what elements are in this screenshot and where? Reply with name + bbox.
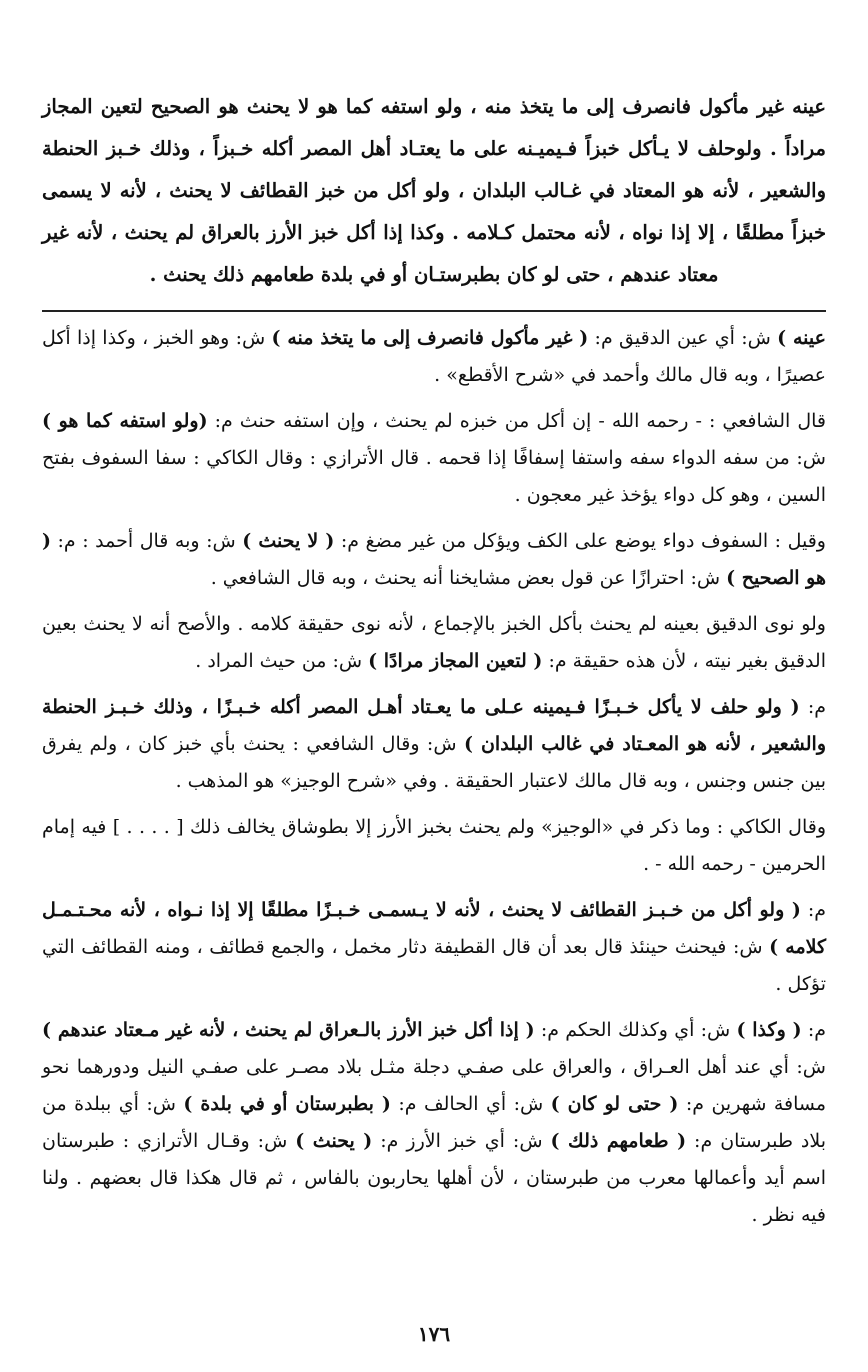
commentary-paragraph xyxy=(42,892,826,1003)
commentary-text: ش: فيحنث حينئذ قال بعد أن قال القطيفة دثار مخمل ، والجمع قطائف ، ومنه القطائف التي تؤكل . xyxy=(42,936,826,995)
bold-term: ( غير مأكول فانصرف إلى ما يتخذ منه ) xyxy=(271,327,589,349)
bold-term: ( بطبرستان أو في بلدة ) xyxy=(183,1093,391,1115)
commentary-text: م: xyxy=(800,899,826,921)
commentary-text: ش: أي خبز الأرز م: xyxy=(372,1130,551,1152)
commentary-text: ش: أي عين الدقيق م: xyxy=(588,327,778,349)
commentary-text: قال الشافعي : - رحمه الله - إن أكل من خبزه لم يحنث ، وإن استفه حنث م: xyxy=(207,410,826,432)
separator-rule xyxy=(42,310,826,312)
bold-term: ( ولو حلف لا يأكل خـبـزًا فـيمينه عـلى ما يعـتاد أهـل المصر أكله خـبـزًا ، وذلك خـبـز الحنطة والشعير ، لأنه هو المعـتاد في غالب البلدان ) xyxy=(42,696,826,755)
bold-term: ( وكذا ) xyxy=(736,1019,802,1041)
commentary-text: ش: وبه قال أحمد : م: xyxy=(51,530,243,552)
bold-term: عينه ) xyxy=(777,327,826,349)
commentary-text: ش: وهو الخبز ، وكذا إذا أكل عصيرًا ، وبه قال مالك وأحمد في «شرح الأقطع» . xyxy=(42,327,826,386)
bold-term: ( إذا أكل خبز الأرز بالـعراق لم يحنث ، لأنه غير مـعتاد عندهم ) xyxy=(42,1019,535,1041)
commentary-text: ولو نوى الدقيق بعينه لم يحنث بأكل الخبز بالإجماع ، لأنه نوى حقيقة كلامه . والأصح أنه لا يحنث بعين الدقيق بغير نيته ، لأن هذه حقيقة م: xyxy=(42,613,826,672)
commentary-text: ش: من سفه الدواء سفه واستفا إسفافًا إذا قحمه . قال الأترازي : وقال الكاكي : سفا السفوف بفتح السين ، وهو كل دواء يؤخذ غير معجون . xyxy=(42,447,826,506)
commentary-text: م: xyxy=(801,1019,826,1041)
bold-term: ( يحنث ) xyxy=(295,1130,373,1152)
commentary-paragraph xyxy=(42,689,826,800)
commentary-paragraph xyxy=(42,320,826,394)
bold-term: (ولو استفه كما هو ) xyxy=(42,410,208,432)
bold-term: ( لتعين المجاز مرادًا ) xyxy=(368,650,543,672)
bold-term: ( طعامهم ذلك ) xyxy=(550,1130,687,1152)
main-text: عينه غير مأكول فانصرف إلى ما يتخذ منه ، ولو استفه كما هو لا يحنث هو الصحيح لتعين المجاز مراداً . ولوحلف لا يـأكل خبزاً فـيميـنه على ما يعتـاد أهل المصر أكله خـبزاً ، وذلك خـبز الحنطة والشعير ، لأنه هو المعتاد في غـالب البلدان ، ولو أكل من خبز القطائف لا يحنث ، لأنه لا يسمى خبزاً مطلقًا ، إلا إذا نواه ، لأنه محتمل كـلامه . وكذا إذا أكل خبز الأرز بالعراق لم يحنث ، لأنه غير معتاد عندهم ، حتى لو كان بطبرستـان أو في بلدة طعامهم ذلك يحنث . xyxy=(42,95,826,286)
bold-term: ( حتى لو كان ) xyxy=(550,1093,679,1115)
commentary-text: م: xyxy=(799,696,826,718)
commentary-text: وقال الكاكي : وما ذكر في «الوجيز» ولم يحنث بخبز الأرز إلا بطوشاق يخالف ذلك [ . . . . ] فيه إمام الحرمين - رحمه الله - . xyxy=(42,816,826,875)
commentary-text: ش: احترازًا عن قول بعض مشايخنا أنه يحنث ، وبه قال الشافعي . xyxy=(210,567,727,589)
commentary-text: ش: وقال الشافعي : يحنث بأي خبز كان ، ولم يفرق بين جنس وجنس ، وبه قال مالك لاعتبار الحقيقة . وفي «شرح الوجيز» هو المذهب . xyxy=(42,733,826,792)
page-number: ١٧٦ xyxy=(417,1322,451,1346)
commentary-text: ش: أي عند أهل العـراق ، والعراق على صفـي دجلة مثـل بلاد مصـر على صفـي النيل ودورهما نحو مسافة شهرين م: xyxy=(42,1056,827,1115)
commentary xyxy=(42,320,826,1234)
commentary-paragraph xyxy=(42,809,826,883)
commentary-paragraph xyxy=(42,606,826,680)
commentary-text: ش: أي الحالف م: xyxy=(390,1093,551,1115)
commentary-text: ش: أي ببلدة من بلاد طبرستان م: xyxy=(42,1093,826,1152)
commentary-text: ش: وقـال الأترازي : طبرستان اسم أيد وأعمالها معرب من طبرستان ، لأن أهلها يحاربون بالفاس ، ثم قال هكذا قال بعضهم . ولنا فيه نظر . xyxy=(42,1130,826,1226)
bold-term: ( هو الصحيح ) xyxy=(42,530,826,589)
commentary-text: ش: أي وكذلك الحكم م: xyxy=(534,1019,737,1041)
bold-term: ( ولو أكل من خـبـز القطائف لا يحنث ، لأنه لا يـسمـى خـبـزًا مطلقًا إلا إذا نـواه ، لأنه محـتـمـل كلامه ) xyxy=(42,899,826,958)
commentary-paragraph xyxy=(42,523,826,597)
commentary-paragraph xyxy=(42,403,826,514)
commentary-text: ش: من حيث المراد . xyxy=(195,650,369,672)
commentary-text: وقيل : السفوف دواء يوضع على الكف ويؤكل من غير مضغ م: xyxy=(334,530,826,552)
commentary-paragraph xyxy=(42,1012,826,1234)
bold-term: ( لا يحنث ) xyxy=(242,530,335,552)
